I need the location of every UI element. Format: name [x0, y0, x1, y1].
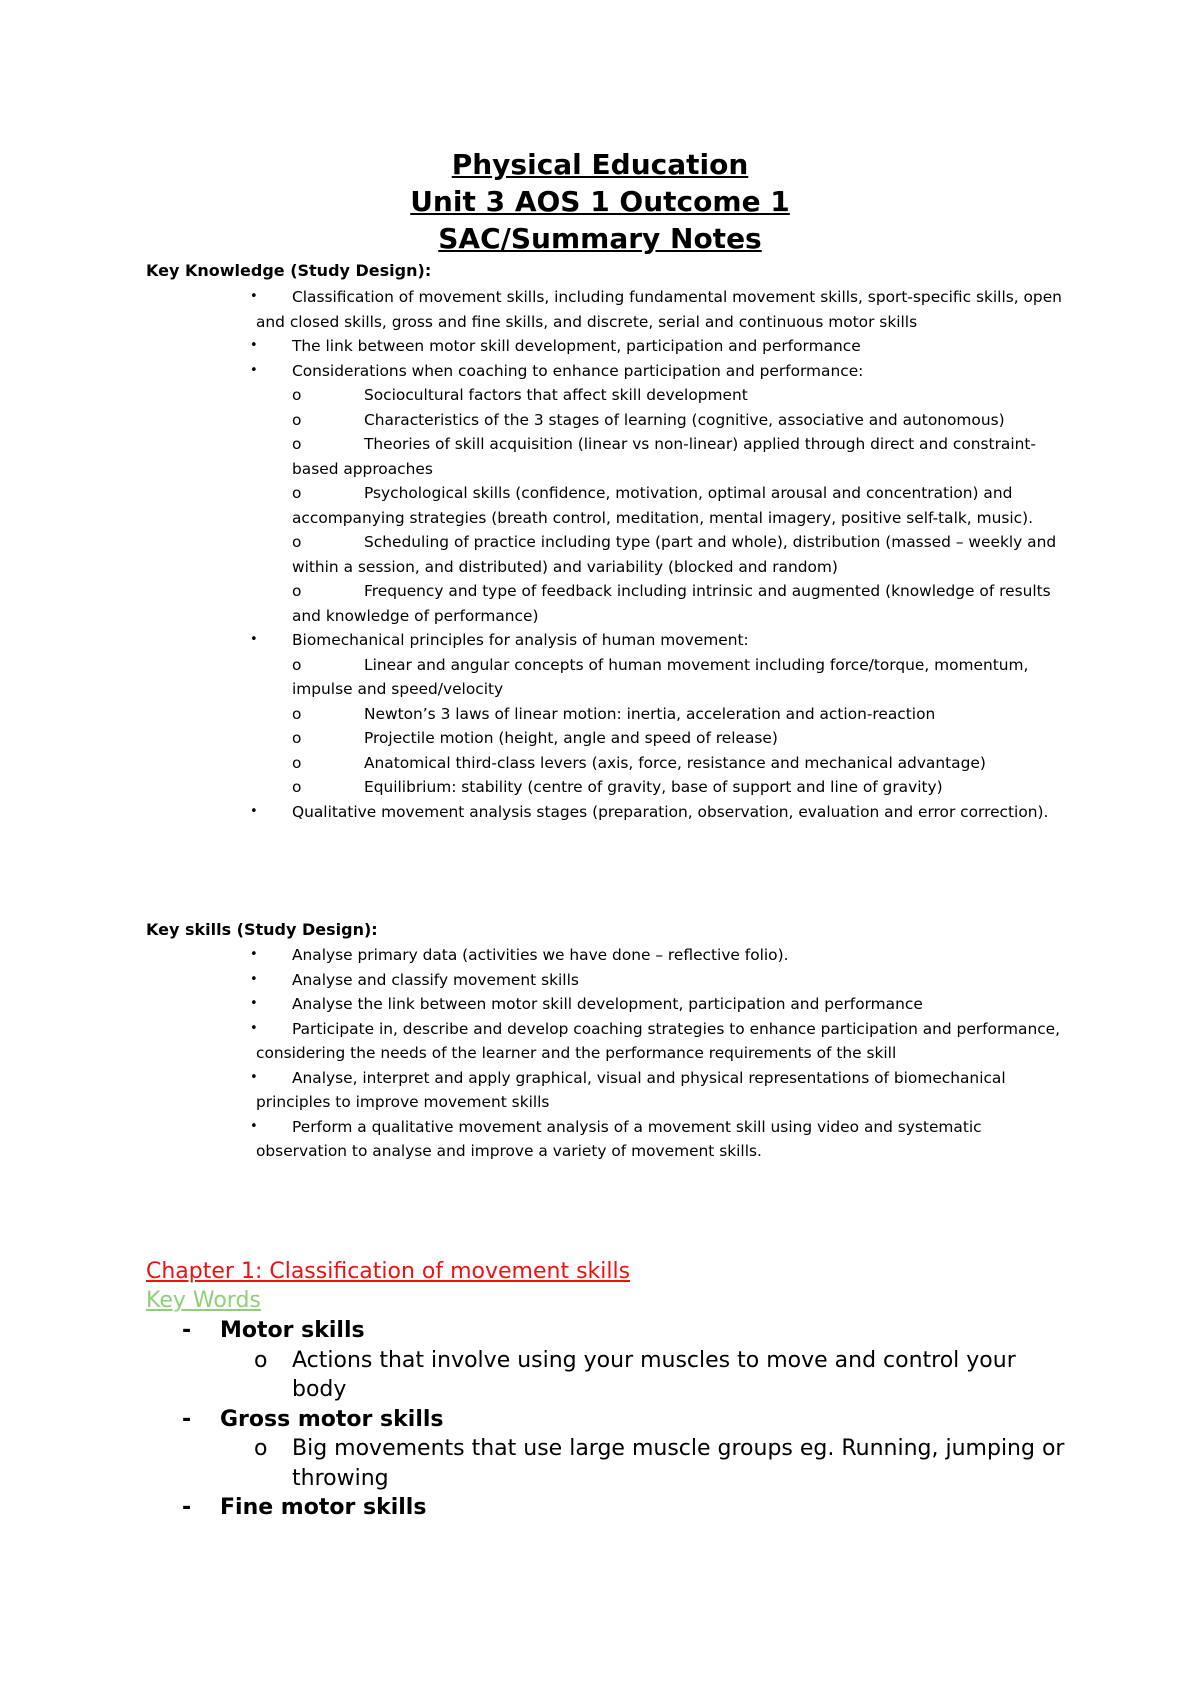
list-marker: •	[250, 362, 258, 378]
list-item-text: Big movements that use large muscle groups eg. Running, jumping or throwing	[292, 1436, 1065, 1491]
list-marker: •	[250, 1118, 258, 1134]
document-title	[0, 146, 1200, 257]
list-item-text: Psychological skills (confidence, motivation, optimal arousal and concentration) and accompanying strategies (breath control, meditation, mental imagery, positive self-talk, music).	[292, 484, 1033, 527]
list-marker: •	[250, 632, 258, 647]
list-item	[146, 334, 1076, 359]
title-line-1: Physical Education	[451, 148, 749, 181]
list-item-text: Anatomical third-class levers (axis, force, resistance and mechanical advantage)	[364, 753, 986, 772]
list-item-text: Analyse and classify movement skills	[292, 970, 579, 989]
list-item	[146, 628, 1076, 653]
list-marker: •	[250, 947, 258, 962]
key-knowledge-heading: Key Knowledge (Study Design):	[146, 261, 432, 280]
list-item	[146, 285, 1076, 334]
list-item-text: Theories of skill acquisition (linear vs non-linear) applied through direct and constraint-based approaches	[292, 435, 1036, 478]
key-words-label: Key Words	[146, 1288, 261, 1313]
list-item	[146, 359, 1076, 384]
list-item-text: Analyse the link between motor skill development, participation and performance	[292, 995, 923, 1013]
list-item-text: Analyse primary data (activities we have done – reflective folio).	[292, 946, 789, 964]
title-line-3: SAC/Summary Notes	[438, 222, 762, 255]
list-marker: o	[292, 704, 302, 723]
list-item-text: Biomechanical principles for analysis of human movement:	[292, 631, 749, 649]
list-item	[146, 943, 1076, 968]
key-skills-heading: Key skills (Study Design):	[146, 920, 378, 939]
list-marker: o	[292, 778, 302, 796]
list-item-text: Gross motor skills	[220, 1406, 444, 1432]
list-marker: -	[182, 1406, 192, 1432]
sub-list-item	[146, 653, 1076, 702]
list-marker: o	[292, 729, 302, 747]
key-word-term	[146, 1405, 1076, 1435]
list-item	[146, 1066, 1076, 1115]
list-item-text: Classification of movement skills, including fundamental movement skills, sport-specific skills, open and closed skills, gross and fine skills, and discrete, serial and continuous motor skills	[256, 288, 1062, 331]
sub-list-item	[146, 432, 1076, 481]
sub-list-item	[146, 408, 1076, 433]
list-item-text: Linear and angular concepts of human movement including force/torque, momentum, impulse and speed/velocity	[292, 655, 1029, 698]
list-item-text: Qualitative movement analysis stages (preparation, observation, evaluation and error correction).	[292, 802, 1049, 821]
list-item-text: Considerations when coaching to enhance participation and performance:	[292, 361, 864, 380]
list-marker: o	[292, 386, 302, 404]
key-words-list	[146, 1316, 1076, 1523]
list-marker: o	[292, 582, 302, 600]
key-word-term	[146, 1493, 1076, 1523]
sub-list-item	[146, 751, 1076, 776]
list-marker: o	[292, 753, 302, 772]
list-marker: o	[292, 410, 302, 429]
list-item-text: Motor skills	[220, 1318, 365, 1343]
list-marker: •	[250, 338, 258, 353]
list-item	[146, 968, 1076, 993]
list-marker: o	[292, 484, 302, 502]
key-word-definition	[146, 1434, 1076, 1493]
list-marker: -	[182, 1495, 192, 1520]
list-marker: o	[254, 1436, 268, 1461]
list-item	[146, 1017, 1076, 1066]
list-item-text: Fine motor skills	[220, 1495, 427, 1520]
list-item-text: Participate in, describe and develop coaching strategies to enhance participation and performance, considering the needs of the learner and the performance requirements of the skill	[256, 1019, 1061, 1062]
list-marker: •	[250, 996, 258, 1011]
list-marker: o	[292, 655, 302, 674]
list-item	[146, 800, 1076, 825]
sub-list-item	[146, 481, 1076, 530]
list-item-text: Actions that involve using your muscles to move and control your body	[292, 1347, 1016, 1402]
list-item-text: The link between motor skill development, participation and performance	[292, 337, 861, 355]
key-word-term	[146, 1316, 1076, 1346]
list-marker: •	[250, 1020, 258, 1036]
list-marker: o	[292, 435, 302, 453]
list-item-text: Analyse, interpret and apply graphical, visual and physical representations of biomechanical principles to improve movement skills	[256, 1068, 1006, 1111]
sub-list-item	[146, 726, 1076, 751]
title-line-2: Unit 3 AOS 1 Outcome 1	[410, 185, 790, 218]
list-marker: •	[250, 803, 258, 819]
list-item-text: Frequency and type of feedback including intrinsic and augmented (knowledge of results and knowledge of performance)	[292, 582, 1051, 625]
key-word-definition	[146, 1346, 1076, 1405]
sub-list-item	[146, 530, 1076, 579]
list-marker: o	[254, 1347, 268, 1373]
list-marker: •	[250, 971, 258, 987]
sub-list-item	[146, 702, 1076, 727]
list-item	[146, 1115, 1076, 1164]
list-marker: •	[250, 1069, 258, 1085]
list-marker: -	[182, 1318, 192, 1343]
sub-list-item	[146, 383, 1076, 408]
list-item-text: Newton’s 3 laws of linear motion: inertia, acceleration and action-reaction	[364, 704, 936, 723]
list-item-text: Sociocultural factors that affect skill development	[364, 386, 748, 404]
list-item-text: Characteristics of the 3 stages of learning (cognitive, associative and autonomous)	[364, 410, 1005, 429]
list-marker: o	[292, 533, 302, 551]
sub-list-item	[146, 775, 1076, 800]
list-item-text: Equilibrium: stability (centre of gravity, base of support and line of gravity)	[364, 778, 943, 796]
list-item-text: Projectile motion (height, angle and speed of release)	[364, 729, 778, 747]
list-item-text: Scheduling of practice including type (part and whole), distribution (massed – weekly and within a session, and distributed) and variability (blocked and random)	[292, 533, 1057, 576]
chapter-title: Chapter 1: Classification of movement skills	[146, 1259, 631, 1284]
key-skills-list	[146, 943, 1076, 1164]
list-item	[146, 992, 1076, 1017]
key-knowledge-list	[146, 285, 1076, 824]
sub-list-item	[146, 579, 1076, 628]
list-item-text: Perform a qualitative movement analysis of a movement skill using video and systematic observation to analyse and improve a variety of movement skills.	[256, 1117, 982, 1160]
list-marker: •	[250, 289, 258, 304]
